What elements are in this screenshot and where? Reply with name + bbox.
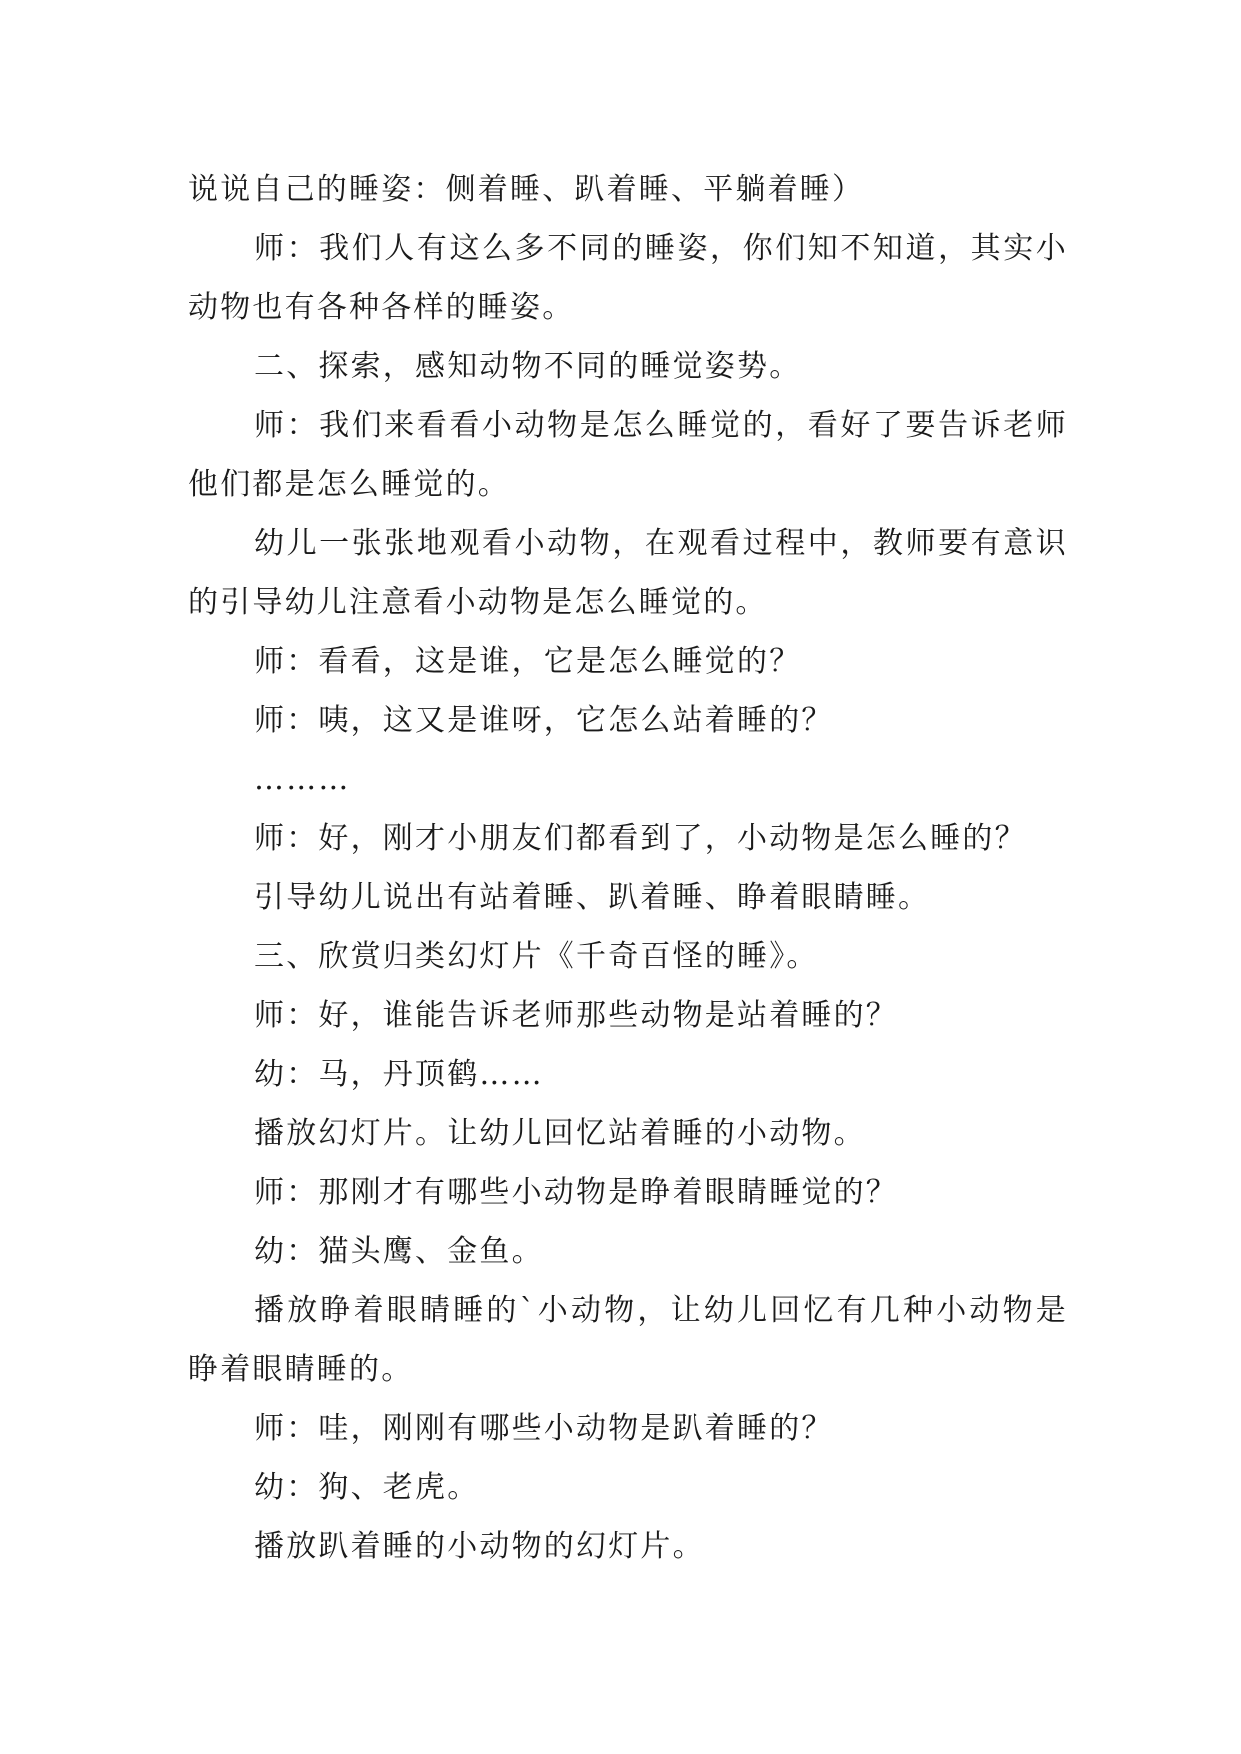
paragraph: 师：我们来看看小动物是怎么睡觉的，看好了要告诉老师他们都是怎么睡觉的。 [188,408,1068,502]
paragraph: 播放幻灯片。让幼儿回忆站着睡的小动物。 [254,1116,866,1151]
paragraph: 播放睁着眼睛睡的`小动物，让幼儿回忆有几种小动物是睁着眼睛睡的。 [188,1293,1068,1387]
section-heading: 三、欣赏归类幻灯片《千奇百怪的睡》。 [254,939,819,974]
document-body [188,160,1068,1576]
section-heading: 二、探索，感知动物不同的睡觉姿势。 [254,349,802,384]
paragraph: 幼：马，丹顶鹤…… [254,1057,544,1092]
paragraph: 引导幼儿说出有站着睡、趴着睡、睁着眼睛睡。 [254,880,931,915]
paragraph: 幼儿一张张地观看小动物，在观看过程中，教师要有意识的引导幼儿注意看小动物是怎么睡觉的。 [188,526,1068,620]
paragraph: 师：看看，这是谁，它是怎么睡觉的？ [254,644,802,679]
paragraph: 说说自己的睡姿：侧着睡、趴着睡、平躺着睡） [188,172,865,207]
paragraph: 播放趴着睡的小动物的幻灯片。 [254,1529,705,1564]
ellipsis-line: ……… [254,762,351,797]
paragraph: 师：咦，这又是谁呀，它怎么站着睡的？ [254,703,834,738]
paragraph: 师：好，谁能告诉老师那些动物是站着睡的？ [254,998,898,1033]
paragraph: 师：好，刚才小朋友们都看到了，小动物是怎么睡的？ [254,821,1027,856]
paragraph: 幼：狗、老虎。 [254,1470,480,1505]
paragraph: 幼：猫头鹰、金鱼。 [254,1234,544,1269]
paragraph: 师：哇，刚刚有哪些小动物是趴着睡的？ [254,1411,834,1446]
paragraph: 师：我们人有这么多不同的睡姿，你们知不知道，其实小动物也有各种各样的睡姿。 [188,231,1068,325]
paragraph: 师：那刚才有哪些小动物是睁着眼睛睡觉的？ [254,1175,898,1210]
